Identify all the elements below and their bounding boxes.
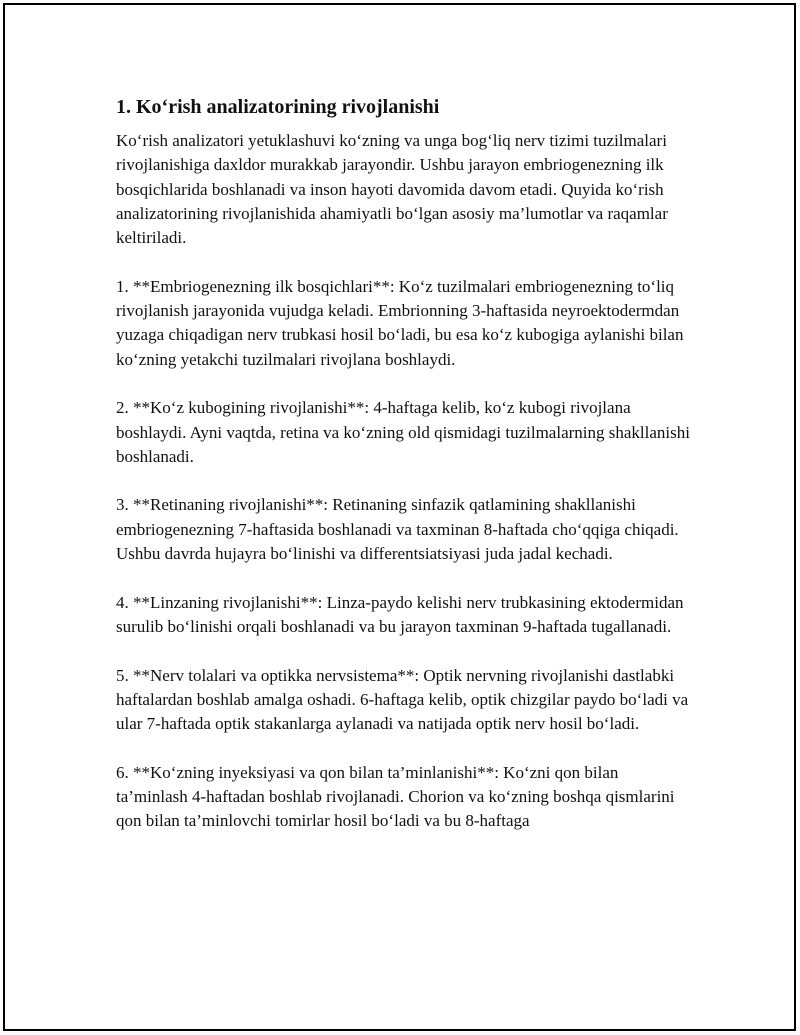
paragraph-blood-supply: 6. **Ko‘zning inyeksiyasi va qon bilan ta’minlanishi**: Ko‘zni qon bilan ta’minlash 4-haftadan boshlab rivojlanadi. Chorion va ko‘zning boshqa qismlarini qon bilan ta’minlovchi tomirlar hosil bo‘ladi va bu 8-haftaga [116, 762, 675, 831]
paragraph-lens: 4. **Linzaning rivojlanishi**: Linza-paydo kelishi nerv trubkasining ektodermidan surulib bo‘linishi orqali boshlanadi va bu jarayon taxminan 9-haftada tugallanadi. [116, 592, 684, 636]
paragraph-embryogenesis: 1. **Embriogenezning ilk bosqichlari**: Ko‘z tuzilmalari embriogenezning to‘liq rivojlanish jarayonida vujudga keladi. Embrionning 3-haftasida neyroektodermdan yuzaga chiqadigan nerv trubkasi hosil bo‘ladi, bu esa ko‘z kubogiga aylanishi bilan ko‘zning yetakchi tuzilmalari rivojlana boshlaydi. [116, 276, 684, 369]
paragraph-optic-cup: 2. **Ko‘z kubogining rivojlanishi**: 4-haftaga kelib, ko‘z kubogi rivojlana boshlaydi. Ayni vaqtda, retina va ko‘zning old qismidagi tuzilmalarning shakllanishi boshlanadi. [116, 398, 690, 466]
paragraph-optic-nerve: 5. **Nerv tolalari va optikka nervsistema**: Optik nervning rivojlanishi dastlabki haftalardan boshlab amalga oshadi. 6-haftaga kelib, optik chizgilar paydo bo‘ladi va ular 7-haftada optik stakanlarga aylanadi va natijada optik nerv hosil bo‘ladi. [116, 665, 689, 734]
paragraph-retina: 3. **Retinaning rivojlanishi**: Retinaning sinfazik qatlamining shakllanishi embriogenezning 7-haftasida boshlanadi va taxminan 8-haftada cho‘qqiga chiqadi. Ushbu davrda hujayra bo‘linishi va differentsiatsiyasi juda jadal kechadi. [116, 495, 679, 564]
section-heading: 1. Ko‘rish analizatorining rivojlanishi [116, 96, 440, 118]
intro-paragraph: Ko‘rish analizatori yetuklashuvi ko‘zning va unga bog‘liq nerv tizimi tuzilmalari rivojlanishiga daxldor murakkab jarayondir. Ushbu jarayon embriogenezning ilk bosqichlarida boshlanadi va inson hayoti davomida davom etadi. Quyida ko‘rish analizatorining rivojlanishida ahamiyatli bo‘lgan asosiy ma’lumotlar va raqamlar keltiriladi. [116, 131, 668, 248]
document-body [116, 93, 691, 858]
